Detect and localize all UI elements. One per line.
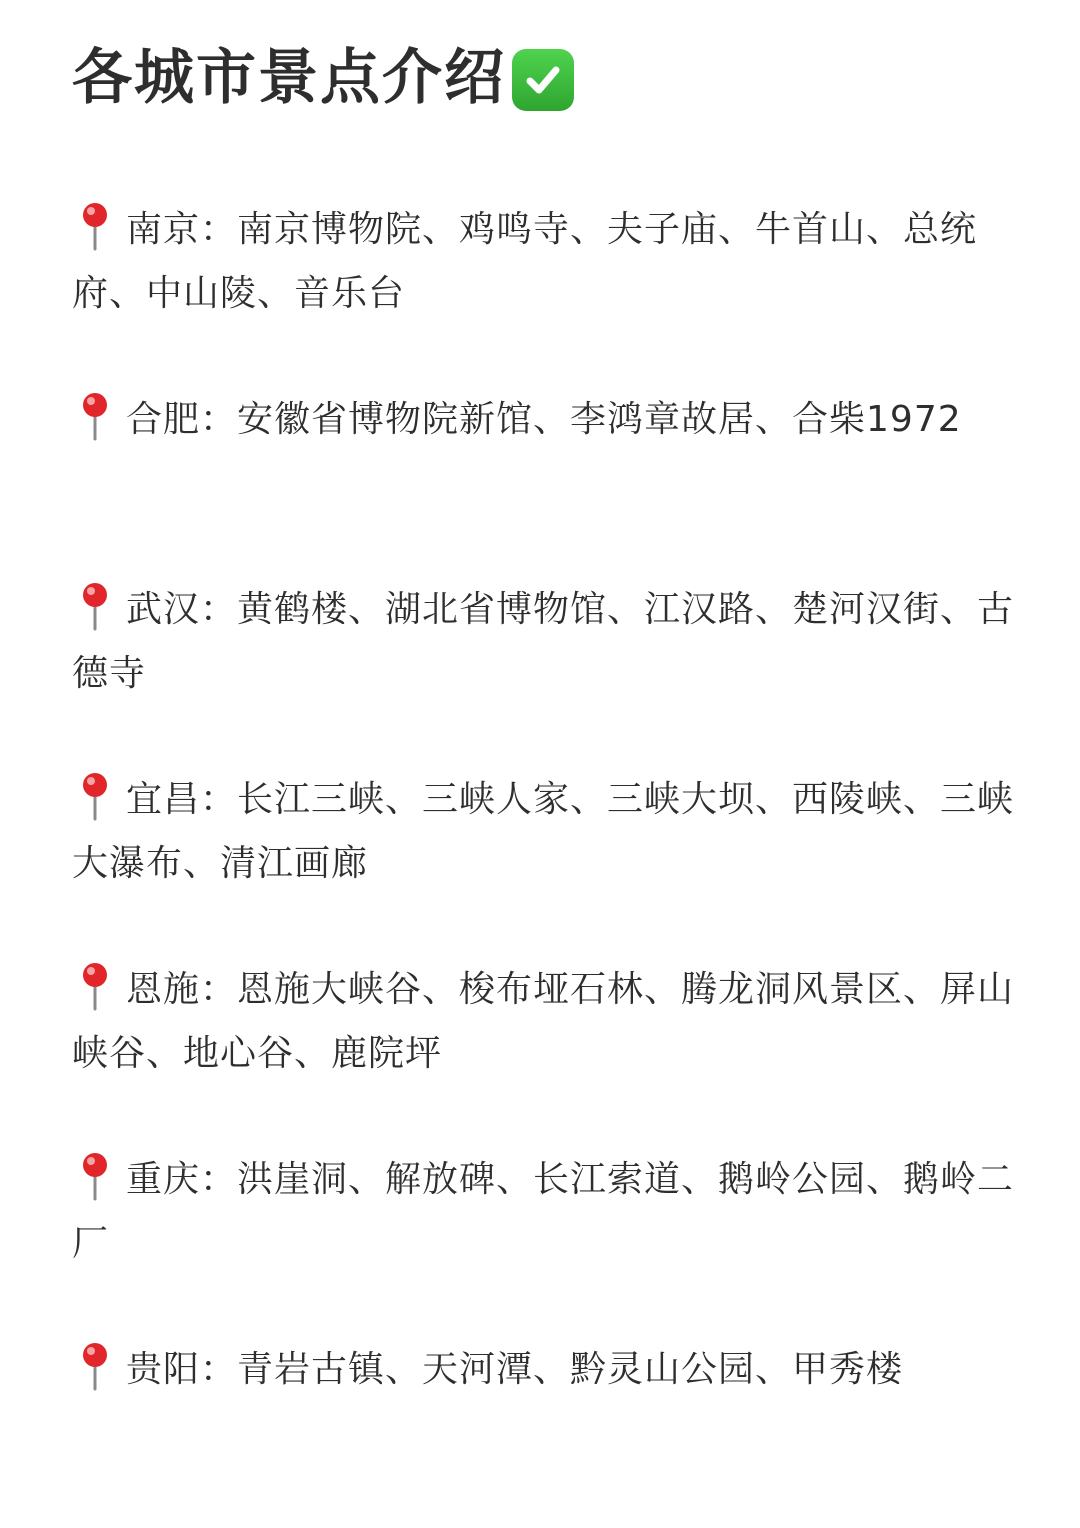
city-name: 重庆：: [126, 1159, 238, 1200]
round-pushpin-icon: [72, 961, 118, 1011]
city-entry-wuhan: [72, 578, 1017, 706]
city-list: [72, 198, 1017, 1528]
city-entry-yichang: [72, 768, 1017, 896]
city-sights: 洪崖洞、解放碑、长江索道、鹅岭公园、鹅岭二厂: [72, 1159, 1015, 1264]
title-row: [72, 38, 574, 118]
city-entry-chongqing: [72, 1148, 1017, 1276]
check-mark-button-icon: [512, 49, 574, 111]
round-pushpin-icon: [72, 1151, 118, 1201]
round-pushpin-icon: [72, 391, 118, 441]
city-sights: 黄鹤楼、湖北省博物馆、江汉路、楚河汉街、古德寺: [72, 589, 1015, 694]
round-pushpin-icon: [72, 771, 118, 821]
city-sights: 长江三峡、三峡人家、三峡大坝、西陵峡、三峡大瀑布、清江画廊: [72, 779, 1015, 884]
city-entry-enshi: [72, 958, 1017, 1086]
round-pushpin-icon: [72, 1341, 118, 1391]
city-name: 武汉：: [126, 589, 238, 630]
city-sights: 恩施大峡谷、梭布垭石林、腾龙洞风景区、屏山峡谷、地心谷、鹿院坪: [72, 969, 1015, 1074]
round-pushpin-icon: [72, 201, 118, 251]
city-name: 贵阳：: [126, 1349, 238, 1390]
city-name: 南京：: [126, 209, 238, 250]
city-entry-nanjing: [72, 198, 1017, 326]
city-entry-guiyang: [72, 1338, 1017, 1466]
city-sights: 安徽省博物院新馆、李鸿章故居、合柴1972: [237, 399, 962, 440]
round-pushpin-icon: [72, 581, 118, 631]
city-name: 合肥：: [126, 399, 238, 440]
city-entry-hefei: [72, 388, 1017, 516]
city-sights: 南京博物院、鸡鸣寺、夫子庙、牛首山、总统府、中山陵、音乐台: [72, 209, 978, 314]
city-name: 恩施：: [126, 969, 238, 1010]
page-title: 各城市景点介绍: [72, 43, 506, 113]
city-name: 宜昌：: [126, 779, 238, 820]
city-sights: 青岩古镇、天河潭、黔灵山公园、甲秀楼: [237, 1349, 904, 1390]
